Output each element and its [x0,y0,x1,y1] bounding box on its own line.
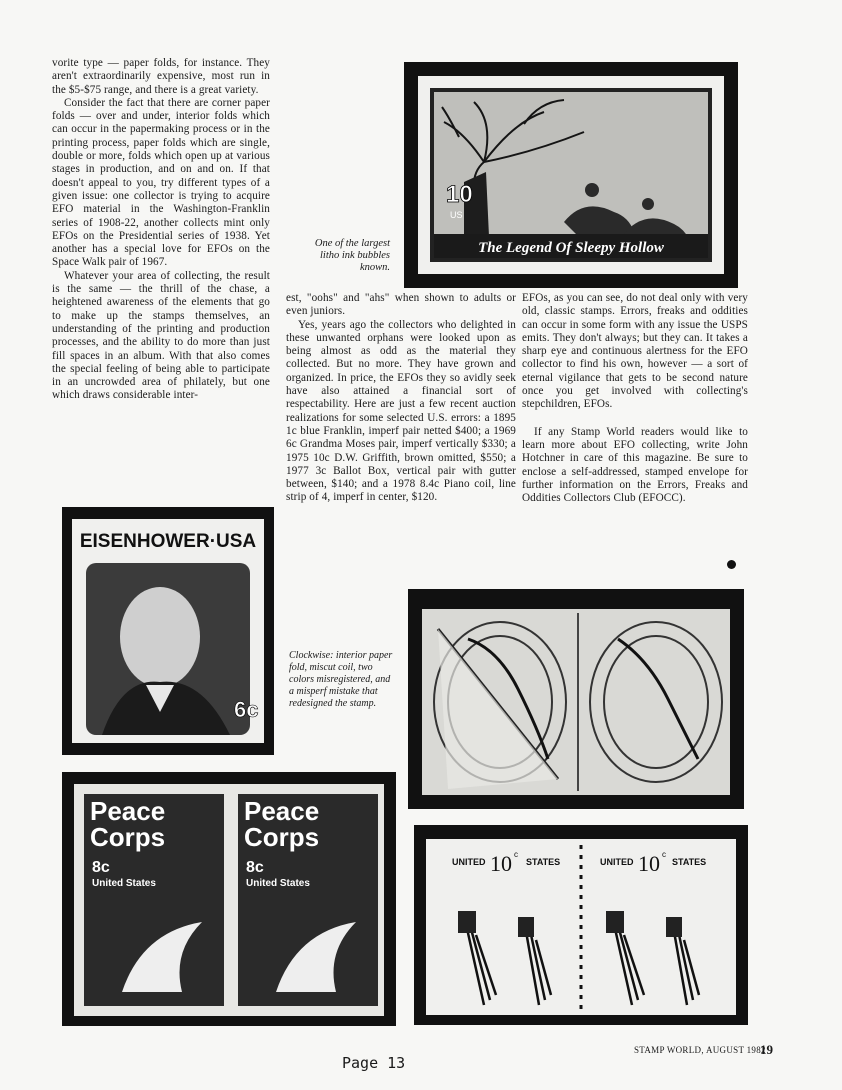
paragraph: EFOs, as you can see, do not deal only with very old, classic stamps. Errors, freaks and oddities can occur in some form with any issue the USPS emits. They don't always; but they can. It takes a sharp eye and continuous alertness for the EFO collector to find his own, however — a sort of eternal vigilance that gets to be second nature once you get involved with collecting's stepchildren, EFOs. [522,292,748,411]
sleepy-hollow-stamp [404,62,738,288]
stamp-country: United States [246,878,310,889]
stamp-country-left: UNITED [452,857,486,867]
stamp-denomination: 8c [92,859,110,876]
page-label: Page 13 [342,1054,406,1072]
end-of-article-mark [727,560,736,569]
article-column-1 [52,57,270,403]
stamp-country: United States [92,878,156,889]
stamp-cent: c [662,850,666,859]
paragraph: Yes, years ago the collectors who delighted in these unwanted orphans were looked upon as being almost as odd as the material they collected. But no more. They have grown and organized. In price, the EFOs they so avidly seek have also attained a financial sort of respectability. Here are just a few recent auction realizations for some selected U.S. errors: a 1895 1c blue Franklin, imperf pair netted $400; a 1969 6c Grandma Moses pair, imperf vertically $330; a 1975 10c D.W. Griffith, brown omitted, $550; a 1977 3c Ballot Box, vertical pair with gutter between, $140; and a 1978 8.4c Piano coil, line strip of 4, imperf in center, $120. [286,318,516,504]
flag-coil-pair [414,825,748,1025]
article-column-2 [286,292,516,505]
caption-clockwise: Clockwise: interior paper fold, miscut coil, two colors misregistered, and a misperf mistake that redesigned the stamp. [289,650,393,709]
stamp-country-right: STATES [672,857,707,867]
eisenhower-stamp [62,507,274,755]
flag-coil-stamp-photo [414,825,748,1025]
paragraph: Whatever your area of collecting, the result is the same — the thrill of the chase, a heightened awareness of the elements that go to make up the stamps themselves, an understanding of the printing and production processes, and the ability to do more than just fill spaces in an album. With that also comes the special feeling of being able to participate in an uncrowded area of philately, but one which draws considerable inter- [52,269,270,402]
peace-corps-stamp-photo [62,772,396,1026]
stamp-title: EISENHOWER·USA [79,531,257,552]
folded-stamp-pair [408,589,744,809]
caption-sleepy-hollow: One of the largest litho ink bubbles known. [314,238,390,273]
stamp-title: The Legend Of Sleepy Hollow [478,240,664,256]
stamp-title-line1: Peace [90,796,166,826]
paper-fold-stamp-photo [408,589,744,809]
paragraph: vorite type — paper folds, for instance. They aren't extraordinarily expensive, most run in the $5-$75 range, and there is a great variety. [52,57,270,96]
stamp-denomination: 6c [234,697,259,722]
page-number: 19 [760,1042,773,1057]
stamp-denomination: 10 [490,851,512,876]
peace-corps-pair [62,772,396,1026]
stamp-cent: c [514,850,518,859]
paragraph: If any Stamp World readers would like to learn more about EFO collecting, write John Hotchner in care of this magazine. Be sure to enclose a self-addressed, stamped envelope for further information on the Errors, Freaks and Oddities Collectors Club (EFOCC). [522,425,748,505]
sleepy-hollow-stamp-photo [404,62,738,288]
paragraph: Consider the fact that there are corner paper folds — over and under, interior folds which can occur in the papermaking process or in the printing process, paper folds which are single, double or more, folds which open up at various stages in production, and on and on. If that doesn't appeal to you, try different types of a given issue: one collector is trying to acquire EFO material in the Washington-Franklin series of 1908-22, another collects mint only EFOs on the Presidential series of 1938. Yet another has a special love for EFOs on the Space Walk pair of 1967. [52,96,270,269]
stamp-title-line2: Corps [244,822,320,852]
article-column-3 [522,292,748,505]
stamp-denomination: 8c [246,859,264,876]
stamp-country-left: UNITED [600,857,634,867]
stamp-title-line1: Peace [244,796,320,826]
stamp-country: US [450,210,463,220]
eisenhower-stamp-photo [62,507,274,755]
paragraph: est, "oohs" and "ahs" when shown to adults or even juniors. [286,292,516,318]
stamp-title-line2: Corps [90,822,166,852]
magazine-footer: STAMP WORLD, AUGUST 1982 [634,1045,766,1055]
stamp-denomination: 10 [638,851,660,876]
stamp-denomination: 10 [446,181,473,208]
stamp-country-right: STATES [526,857,561,867]
